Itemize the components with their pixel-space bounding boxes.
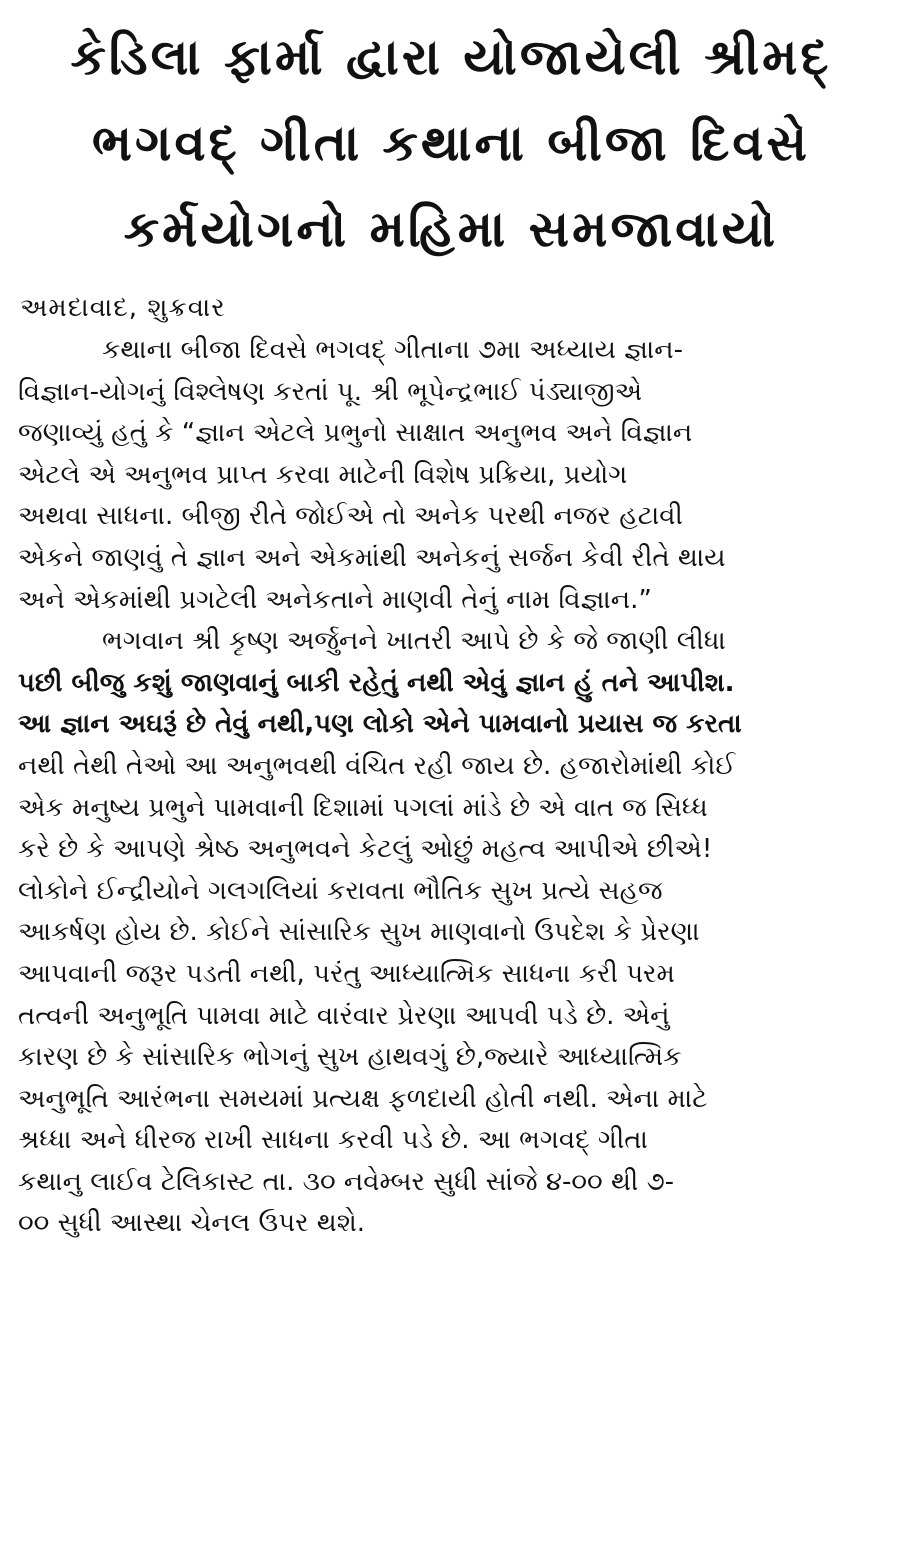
- body-line: આ જ્ઞાન અઘરૂં છે તેવું નથી,પણ લોકો એને પામવાનો પ્રયાસ જ કરતા: [18, 709, 742, 740]
- body-line: નથી તેથી તેઓ આ અનુભવથી વંચિત રહી જાય છે. હજારોમાંથી કોઈ: [18, 750, 736, 781]
- body-line: એકને જાણવું તે જ્ઞાન અને એકમાંથી અનેકનું સર્જન કેવી રીતે થાય: [18, 542, 726, 573]
- body-line: એક મનુષ્ય પ્રભુને પામવાની દિશામાં પગલાં માંડે છે એ વાત જ સિધ્ધ: [18, 792, 708, 823]
- body-line: લોકોને ઈન્દ્રીયોને ગલગલિયાં કરાવતા ભૌતિક સુખ પ્રત્યે સહજ: [18, 875, 663, 906]
- headline: [18, 14, 884, 272]
- body-line: કથાનુ લાઈવ ટેલિકાસ્ટ તા. ૩૦ નવેમ્બર સુધી સાંજે ૪-૦૦ થી ૭-: [18, 1166, 675, 1197]
- body-line: ૦૦ સુધી આસ્થા ચેનલ ઉપર થશે.: [18, 1208, 366, 1239]
- body-line: તત્વની અનુભૂતિ પામવા માટે વારંવાર પ્રેરણા આપવી પડે છે. એનું: [18, 1000, 670, 1031]
- body-line: આપવાની જરૂર પડતી નથી, પરંતુ આધ્યાત્મિક સાધના કરી પરમ: [18, 958, 675, 989]
- body-line: કારણ છે કે સાંસારિક ભોગનું સુખ હાથવગું છે,જ્યારે આધ્યાત્મિક: [18, 1042, 682, 1073]
- body-line: શ્રધ્ધા અને ધીરજ રાખી સાધના કરવી પડે છે. આ ભગવદ્ ગીતા: [18, 1125, 648, 1156]
- body-line: વિજ્ઞાન-યોગનું વિશ્લેષણ કરતાં પૂ. શ્રી ભૂપેન્દ્રભાઈ પંડ્યાજીએ: [18, 376, 642, 407]
- body-line: એટલે એ અનુભવ પ્રાપ્ત કરવા માટેની વિશેષ પ્રક્રિયા, પ્રયોગ: [18, 459, 628, 490]
- body-line: અનુભૂતિ આરંભના સમયમાં પ્રત્યક્ષ ફળદાયી હોતી નથી. એના માટે: [18, 1083, 708, 1114]
- dateline: અમદાવાદ, શુક્રવાર: [20, 293, 226, 323]
- headline-line-1: કેડિલા ફાર્મા દ્વારા યોજાયેલી શ્રીમદ્: [70, 28, 832, 86]
- article-body: [18, 330, 884, 1245]
- body-line: જણાવ્યું હતું કે “જ્ઞાન એટલે પ્રભુનો સાક્ષાત અનુભવ અને વિજ્ઞાન: [18, 418, 693, 449]
- body-line: પછી બીજુ કશું જાણવાનું બાકી રહેતું નથી એવું જ્ઞાન હું તને આપીશ.: [18, 667, 735, 698]
- body-line: ભગવાન શ્રી કૃષ્ણ અર્જુનને ખાતરી આપે છે કે જે જાણી લીધા: [102, 626, 726, 657]
- body-line: આકર્ષણ હોય છે. કોઈને સાંસારિક સુખ માણવાનો ઉપદેશ કે પ્રેરણા: [18, 917, 700, 948]
- body-line: કરે છે કે આપણે શ્રેષ્ઠ અનુભવને કેટલું ઓછું મહત્વ આપીએ છીએ!: [18, 834, 713, 865]
- headline-line-3: કર્મયોગનો મહિમા સમજાવાયો: [123, 200, 779, 258]
- headline-line-2: ભગવદ્ ગીતા કથાના બીજા દિવસે: [92, 114, 810, 172]
- body-line: કથાના બીજા દિવસે ભગવદ્ ગીતાના ૭મા અધ્યાય જ્ઞાન-: [102, 335, 684, 365]
- body-line: અથવા સાધના. બીજી રીતે જોઈએ તો અનેક પરથી નજર હટાવી: [18, 501, 683, 532]
- body-line: અને એકમાંથી પ્રગટેલી અનેકતાને માણવી તેનું નામ વિજ્ઞાન.”: [18, 584, 652, 615]
